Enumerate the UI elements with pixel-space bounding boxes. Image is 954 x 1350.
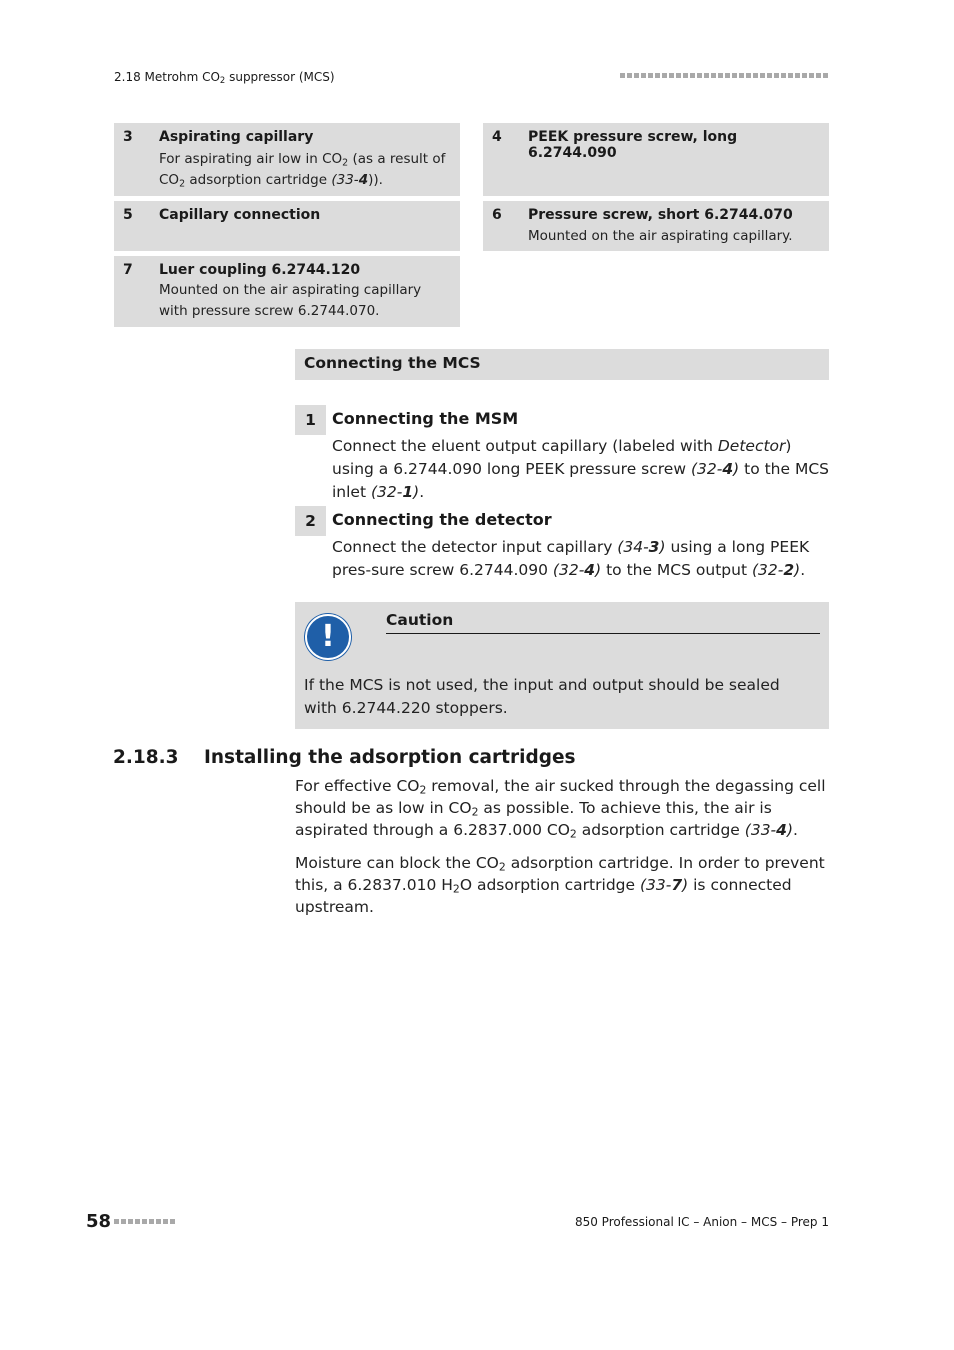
figure-ref: ) xyxy=(794,561,801,579)
decorative-square xyxy=(767,73,772,78)
label-ref: Detector xyxy=(717,437,786,455)
text: Connect the detector input capillary xyxy=(332,538,618,556)
step-number: 1 xyxy=(295,405,326,435)
decorative-square xyxy=(620,73,625,78)
figure-ref: (34- xyxy=(617,538,649,556)
decorative-square xyxy=(760,73,765,78)
decorative-square xyxy=(732,73,737,78)
legend-number: 3 xyxy=(123,129,133,145)
decorative-square xyxy=(676,73,681,78)
text: adsorption cartridge. In order to prevent this, a 6.2837.010 H xyxy=(295,854,825,894)
legend-title: Aspirating capillary xyxy=(159,129,314,145)
header-subscript: 2 xyxy=(219,75,226,86)
text: O adsorption cartridge xyxy=(459,876,640,894)
decorative-square xyxy=(142,1219,147,1224)
caution-text: If the MCS is not used, the input and output should be sealed with 6.2744.220 stoppers. xyxy=(304,676,780,717)
legend-number: 6 xyxy=(492,207,502,223)
text: adsorption cartridge xyxy=(185,172,332,188)
figure-ref: (32- xyxy=(370,483,403,501)
legend-title: Pressure screw, short 6.2744.070 xyxy=(528,207,793,223)
decorative-square xyxy=(156,1219,161,1224)
legend-number: 7 xyxy=(123,262,133,278)
exclamation-icon xyxy=(305,614,351,660)
decorative-square xyxy=(788,73,793,78)
text: For aspirating air low in CO xyxy=(159,151,343,167)
text: ) using a 6.2744.090 long PEEK pressure screw xyxy=(332,437,792,478)
paragraph-2 xyxy=(295,852,829,918)
text: . xyxy=(793,821,798,839)
text: as possible. To achieve this, the air is aspirated through a 6.2837.000 CO xyxy=(295,799,772,839)
figure-ref-number: 1 xyxy=(402,483,414,501)
legend-number: 4 xyxy=(492,129,502,145)
text: to the MCS output xyxy=(601,561,752,579)
decorative-square xyxy=(690,73,695,78)
decorative-square xyxy=(711,73,716,78)
decorative-square xyxy=(753,73,758,78)
figure-ref: (32- xyxy=(690,460,723,478)
subsection-title: Installing the adsorption cartridges xyxy=(204,747,576,768)
text: (as a result of CO xyxy=(159,151,446,188)
legend-item-4 xyxy=(483,123,829,196)
footer-decoration xyxy=(114,1219,175,1224)
page-number: 58 xyxy=(86,1211,112,1232)
figure-ref: ) xyxy=(682,876,689,894)
decorative-square xyxy=(170,1219,175,1224)
legend-title: Luer coupling 6.2744.120 xyxy=(159,262,361,278)
text: . xyxy=(800,561,806,579)
decorative-square xyxy=(655,73,660,78)
decorative-square xyxy=(697,73,702,78)
text: using a long PEEK pres-sure screw 6.2744.090 xyxy=(332,538,810,579)
figure-ref: ) xyxy=(733,460,740,478)
figure-ref-number: 2 xyxy=(783,561,795,579)
header-text-suffix: suppressor (MCS) xyxy=(225,70,335,84)
figure-ref-number: 4 xyxy=(584,561,596,579)
legend-title: PEEK pressure screw, long 6.2744.090 xyxy=(528,129,738,161)
caution-title: Caution xyxy=(386,611,454,629)
subsection-heading xyxy=(113,747,576,768)
decorative-square xyxy=(669,73,674,78)
figure-ref: ) xyxy=(659,538,666,556)
decorative-square xyxy=(683,73,688,78)
text: )). xyxy=(368,172,383,188)
decorative-square xyxy=(823,73,828,78)
figure-ref: (33- xyxy=(331,172,359,188)
decorative-square xyxy=(781,73,786,78)
figure-ref: (33- xyxy=(744,821,777,839)
text: to the MCS inlet xyxy=(332,460,830,501)
section-heading xyxy=(295,349,829,380)
step-body xyxy=(332,536,832,582)
legend-item-5 xyxy=(114,201,460,251)
subscript: 2 xyxy=(498,860,506,874)
legend-item-7 xyxy=(114,256,460,327)
decorative-square xyxy=(641,73,646,78)
subsection-number: 2.18.3 xyxy=(113,747,179,768)
decorative-square xyxy=(662,73,667,78)
decorative-square xyxy=(725,73,730,78)
decorative-square xyxy=(802,73,807,78)
document-title: 850 Professional IC – Anion – MCS – Prep 1 xyxy=(574,1215,829,1229)
legend-description: Mounted on the air aspirating capillary with pressure screw 6.2744.070. xyxy=(159,282,422,319)
legend-description: Mounted on the air aspirating capillary. xyxy=(528,228,793,244)
decorative-square xyxy=(149,1219,154,1224)
text: . xyxy=(419,483,425,501)
legend-description: For aspirating air low in $CO_2$ (as a result of $CO_2$ adsorption cartridge (33-4)). xyxy=(159,151,446,190)
text: is connected upstream. xyxy=(295,876,792,916)
step-number: 2 xyxy=(295,506,326,536)
figure-ref: ) xyxy=(595,561,602,579)
decorative-square xyxy=(718,73,723,78)
section-title: Connecting the MCS xyxy=(304,354,481,372)
decorative-square xyxy=(774,73,779,78)
header-text: 2.18 Metrohm CO xyxy=(114,70,220,84)
subscript: 2 xyxy=(569,827,577,841)
caution-box xyxy=(295,602,829,729)
figure-ref: ) xyxy=(413,483,420,501)
figure-ref-number: 7 xyxy=(671,876,683,894)
step-body xyxy=(332,435,832,504)
subscript: 2 xyxy=(452,882,460,896)
step-title: Connecting the MSM xyxy=(332,409,519,428)
figure-ref-number: 4 xyxy=(722,460,734,478)
text: removal, the air sucked through the degassing cell should be as low in CO xyxy=(295,777,826,817)
decorative-square xyxy=(163,1219,168,1224)
subscript: 2 xyxy=(471,805,479,819)
text: Connect the eluent output capillary (labeled with xyxy=(332,437,718,455)
decorative-square xyxy=(114,1219,119,1224)
legend-number: 5 xyxy=(123,207,133,223)
figure-ref: (32- xyxy=(552,561,585,579)
decorative-square xyxy=(816,73,821,78)
decorative-square xyxy=(746,73,751,78)
subscript: 2 xyxy=(419,783,427,797)
decorative-square xyxy=(135,1219,140,1224)
decorative-square xyxy=(739,73,744,78)
header-decoration xyxy=(620,73,828,78)
text: For effective CO xyxy=(295,777,420,795)
legend-title: Capillary connection xyxy=(159,207,321,223)
legend-item-6 xyxy=(483,201,829,251)
caution-divider xyxy=(386,633,820,634)
exclamation-glyph: ! xyxy=(321,619,335,654)
step-title: Connecting the detector xyxy=(332,510,552,529)
text: adsorption cartridge xyxy=(576,821,745,839)
decorative-square xyxy=(627,73,632,78)
paragraph-1 xyxy=(295,775,829,841)
figure-ref-number: 4 xyxy=(358,172,369,188)
decorative-square xyxy=(704,73,709,78)
decorative-square xyxy=(634,73,639,78)
figure-ref: (33- xyxy=(639,876,672,894)
decorative-square xyxy=(128,1219,133,1224)
decorative-square xyxy=(809,73,814,78)
text: Moisture can block the CO xyxy=(295,854,499,872)
decorative-square xyxy=(648,73,653,78)
decorative-square xyxy=(795,73,800,78)
decorative-square xyxy=(121,1219,126,1224)
figure-ref: (32- xyxy=(751,561,784,579)
running-header xyxy=(114,70,335,84)
figure-ref: ) xyxy=(786,821,794,839)
figure-ref-number: 4 xyxy=(776,821,787,839)
legend-item-3 xyxy=(114,123,460,196)
figure-ref-number: 3 xyxy=(648,538,660,556)
